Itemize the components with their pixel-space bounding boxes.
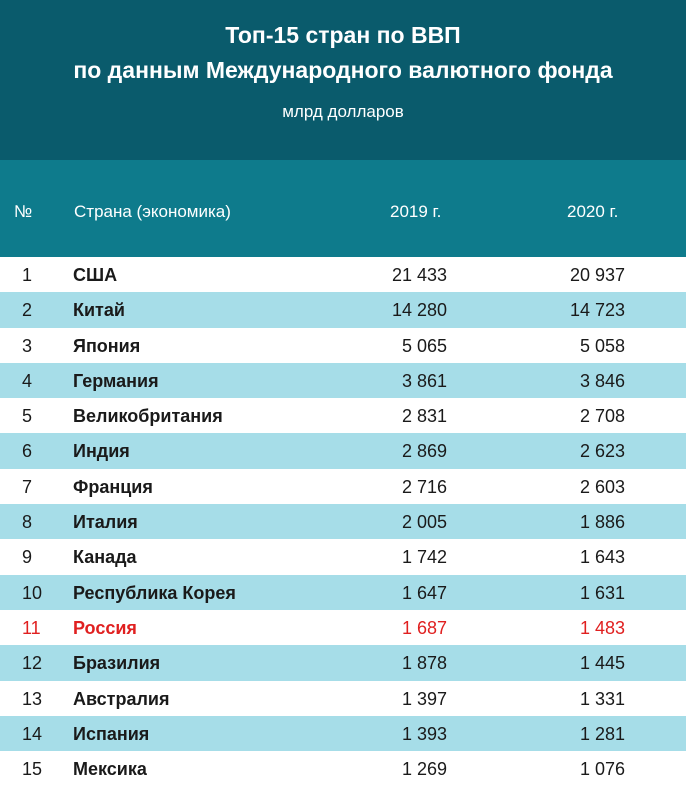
cell-2019: 2 869 — [401, 441, 447, 462]
cell-2019: 21 433 — [391, 265, 447, 285]
unit-subtitle: млрд долларов — [282, 102, 404, 121]
cell-2020: 1 643 — [579, 547, 625, 568]
cell-2020: 3 846 — [579, 370, 625, 391]
cell-country: США — [73, 265, 118, 285]
cell-2019: 1 687 — [401, 617, 447, 638]
cell-2020: 1 631 — [579, 582, 625, 603]
cell-num: 6 — [22, 441, 33, 462]
cell-2019: 1 647 — [401, 582, 447, 603]
table-row — [0, 433, 686, 468]
title-line-2: по данным Международного валютного фонда — [73, 57, 613, 83]
cell-country: Япония — [73, 335, 141, 356]
table-row — [0, 257, 686, 292]
table-header — [0, 160, 686, 257]
table-row — [0, 645, 686, 680]
cell-country: Великобритания — [73, 406, 223, 427]
title-block — [0, 0, 686, 160]
cell-2020: 5 058 — [579, 335, 625, 356]
cell-num: 11 — [22, 617, 41, 638]
table-row — [0, 575, 686, 610]
cell-2020: 1 445 — [579, 653, 625, 674]
cell-country: Германия — [73, 370, 159, 391]
table-body — [0, 257, 686, 786]
cell-country: Испания — [73, 723, 150, 744]
cell-num: 12 — [22, 653, 43, 674]
cell-country: Италия — [73, 512, 138, 533]
cell-2019: 1 878 — [401, 653, 447, 674]
cell-country: Бразилия — [73, 653, 161, 674]
cell-num: 15 — [22, 759, 43, 780]
cell-2019: 1 397 — [401, 688, 447, 709]
cell-2019: 1 393 — [401, 723, 447, 744]
cell-2020: 14 723 — [569, 300, 625, 321]
header-2020: 2020 г. — [567, 202, 619, 221]
cell-num: 8 — [22, 512, 33, 533]
table-row — [0, 751, 686, 786]
cell-country: Китай — [73, 300, 125, 321]
cell-2019: 2 831 — [401, 406, 447, 427]
cell-num: 3 — [22, 335, 33, 356]
cell-2019: 1 742 — [401, 547, 447, 568]
cell-num: 14 — [22, 723, 43, 744]
cell-num: 7 — [22, 476, 33, 497]
cell-2020: 2 623 — [579, 441, 625, 462]
header-2019: 2019 г. — [390, 202, 442, 221]
cell-country: Индия — [73, 441, 130, 462]
cell-2020: 1 886 — [579, 512, 625, 533]
cell-2019: 1 269 — [401, 759, 447, 780]
cell-2020: 1 331 — [579, 688, 625, 709]
cell-num: 2 — [22, 300, 33, 321]
cell-2020: 2 603 — [579, 476, 625, 497]
cell-country: Россия — [73, 617, 137, 638]
cell-country: Франция — [73, 476, 153, 497]
cell-2020: 2 708 — [579, 406, 625, 427]
header-country: Страна (экономика) — [74, 202, 231, 221]
cell-2019: 2 005 — [401, 512, 447, 533]
cell-num: 4 — [22, 370, 33, 391]
cell-country: Канада — [73, 547, 137, 568]
table-row — [0, 716, 686, 751]
cell-2020: 1 483 — [579, 617, 625, 638]
cell-num: 1 — [22, 265, 33, 285]
cell-2019: 2 716 — [401, 476, 447, 497]
cell-2019: 5 065 — [401, 335, 447, 356]
cell-2020: 1 076 — [579, 759, 625, 780]
table-row — [0, 328, 686, 363]
cell-2019: 14 280 — [391, 300, 447, 321]
table-row — [0, 398, 686, 433]
cell-num: 10 — [22, 582, 43, 603]
cell-country: Австралия — [73, 688, 170, 709]
cell-num: 9 — [22, 547, 33, 568]
title-line-1: Топ-15 стран по ВВП — [225, 22, 461, 48]
table-row — [0, 539, 686, 574]
table-row — [0, 363, 686, 398]
table-row — [0, 504, 686, 539]
table-row — [0, 610, 686, 645]
cell-num: 5 — [22, 406, 33, 427]
table-row — [0, 681, 686, 716]
cell-num: 13 — [22, 688, 43, 709]
cell-2019: 3 861 — [401, 370, 447, 391]
table-row — [0, 292, 686, 327]
cell-country: Республика Корея — [73, 582, 236, 603]
table-row — [0, 469, 686, 504]
cell-country: Мексика — [73, 759, 147, 780]
header-num: № — [14, 202, 33, 221]
cell-2020: 1 281 — [579, 723, 625, 744]
cell-2020: 20 937 — [569, 265, 625, 285]
